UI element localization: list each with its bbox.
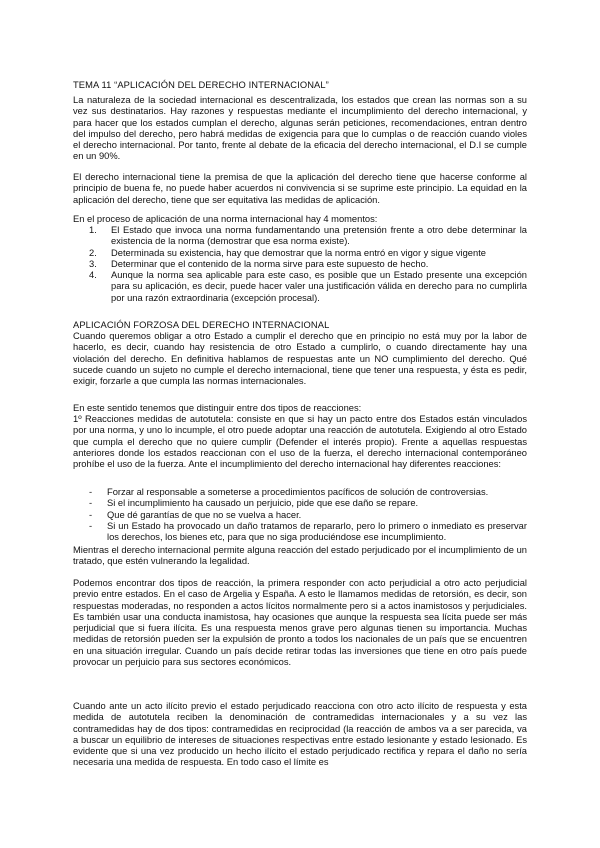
page-title: TEMA 11 “APLICACIÓN DEL DERECHO INTERNACIONAL” xyxy=(73,80,329,90)
forced-application-paragraph: Cuando queremos obligar a otro Estado a cumplir el derecho que en principio no está muy por la labor de hacerlo, es decir, cuando hay resistencia de otro Estado a cumplirlo, o cuando directamente hay una violación del derecho. En definitiva hablamos de respuestas ante un NO cumplimiento del derecho. Qué sucede cuando un sujeto no cumple el derecho internacional, tiene que tener una respuesta, y ésta es pedir, exigir, forzarle a que cumpla las normas internacionales. xyxy=(73,331,527,386)
reactions-list xyxy=(73,487,527,543)
list-number: 1. xyxy=(89,225,97,235)
reactions-intro: En este sentido tenemos que distinguir entre dos tipos de reacciones: xyxy=(73,403,362,413)
list-item-text: Aunque la norma sea aplicable para este caso, es posible que un Estado presente una excepción para su aplicación, es decir, puede hacer valer una justificación válida en derecho para no cumplirla por una razón extraordinaria (excepción procesal). xyxy=(111,270,527,303)
reactions-closing-paragraph: Mientras el derecho internacional permite alguna reacción del estado perjudicado por el incumplimiento de un tratado, que estén vulnerando la legalidad. xyxy=(73,545,527,567)
list-item-text: El Estado que invoca una norma fundamentando una pretensión frente a otro debe determinar la existencia de la norma (demostrar que esa norma existe). xyxy=(111,225,527,247)
list-item xyxy=(73,248,527,259)
list-item: - Que dé garantías de que no se vuelva a hacer. xyxy=(73,510,527,521)
intro-paragraph: La naturaleza de la sociedad internacional es descentralizada, los estados que crean las normas son a su vez sus destinatarios. Hay razones y respuestas mediante el incumplimiento del derecho internacional, y para hacer que los estados cumplan el derecho, algunas serán peticiones, recomendaciones, entran dentro del impulso del derecho, pero habrá medidas de exigencia para que lo cumplas o de reacción cuando violes el derecho internacional. Por tanto, frente al debate de la eficacia del derecho internacional, el D.I se cumple en un 90%. xyxy=(73,95,527,162)
section-heading: APLICACIÓN FORZOSA DEL DERECHO INTERNACIONAL xyxy=(73,320,330,330)
list-number: 4. xyxy=(89,270,97,280)
list-item xyxy=(73,225,527,248)
list-item xyxy=(73,259,527,270)
list-item: - Si el incumplimiento ha causado un perjuicio, pide que ese daño se repare. xyxy=(73,498,527,509)
list-item: - Forzar al responsable a someterse a procedimientos pacíficos de solución de controversias. xyxy=(73,487,527,498)
list-number: 2. xyxy=(89,247,97,258)
reactions-paragraph: 1º Reacciones medidas de autotutela: consiste en que si hay un pacto entre dos Estados están vinculados por una norma, y uno lo incumple, el otro puede adoptar una reacción de autotutela. Exigiendo al otro Estado que cumpla el derecho que no quiere cumplir (Defender el interés propio). Frente a aquellas respuestas anteriores donde los estados reaccionan con el uso de la fuerza, el derecho internacional contemporáneo prohíbe el uso de la fuerza. Ante el incumplimiento del derecho internacional hay diferentes reacciones: xyxy=(73,414,527,469)
list-item-text: Determinada su existencia, hay que demostrar que la norma entró en vigor y sigue vigente xyxy=(111,247,486,258)
retorsion-paragraph: Podemos encontrar dos tipos de reacción, la primera responder con acto perjudicial a otro acto perjudicial previo entre estados. En el caso de Argelia y España. A esto le llamamos medidas de retorsión, es decir, son respuestas moderadas, no responden a actos lícitos normalmente pero si a actos inamistosos y perjudiciales. Es también usar una conducta inamistosa, hay ocasiones que aunque la respuesta sea lícita puede ser más perjudicial que si fuera ilícita. Es una respuesta menos grave pero algunas tienen su importancia. Muchas medidas de retorsión pueden ser la expulsión de pronto a todos los nacionales de un país que se encuentren en una situación irregular. Cuando un país decide retirar todas las inversiones que tiene en otro país puede provocar un perjuicio para sus sectores económicos. xyxy=(73,578,527,667)
moments-list xyxy=(73,225,527,304)
list-item xyxy=(73,270,527,304)
list-item-text: Determinar que el contenido de la norma sirve para este supuesto de hecho. xyxy=(111,258,429,269)
list-item: - Si un Estado ha provocado un daño tratamos de repararlo, pero lo primero o inmediato es preservar los derechos, los bienes etc, para que no siga produciéndose ese incumplimiento. xyxy=(73,521,527,544)
countermeasures-paragraph: Cuando ante un acto ilícito previo el estado perjudicado reacciona con otro acto ilícito de respuesta y esta medida de autotutela reciben la denominación de contramedidas internacionales y a su vez las contramedidas hay de dos tipos: contramedidas en reciprocidad (la reacción de ambos va a ser parecida, va a buscar un equilibrio de intereses de situaciones respectivas entre estado lesionante y estado lesionado. Es evidente que si una vez producido un hecho ilícito el estado perjudicado rectifica y repara el daño no sería necesaria una medida de respuesta. En todo caso el límite es xyxy=(73,701,527,768)
premise-paragraph: El derecho internacional tiene la premisa de que la aplicación del derecho tiene que hacerse conforme al principio de buena fe, no puede haber acuerdos ni convivencia si se suprime este principio. La equidad en la aplicación del derecho, tiene que ser equitativa las medidas de aplicación. xyxy=(73,172,527,205)
list-number: 3. xyxy=(89,258,97,269)
moments-intro: En el proceso de aplicación de una norma internacional hay 4 momentos: xyxy=(73,214,378,224)
